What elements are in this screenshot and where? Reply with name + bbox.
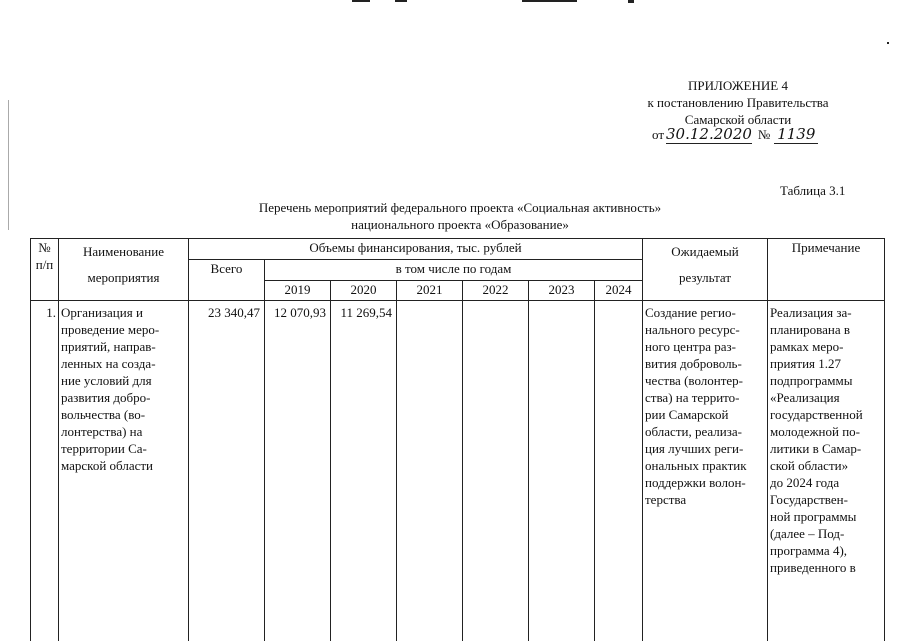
scan-artifact-top-2 [395,0,407,2]
row-2021 [397,301,463,641]
row-note: Реализация за- планирована в рамках меро- приятия 1.27 подпрограммы «Реализация государственной молодежной по- литики в Самар- ской области» до 2024 года Государствен- ной программы (далее – Под- программа 4), приведенного в [768,301,885,641]
col-header-year-2022: 2022 [463,281,529,301]
col-header-year-2023: 2023 [529,281,595,301]
scan-artifact-dot [887,42,889,44]
scan-artifact-top-4 [628,0,634,3]
scan-artifact-top-3 [522,0,577,2]
row-num: 1. [31,301,59,641]
number-prefix: № [757,127,771,142]
handwritten-number: 1139 [774,126,818,144]
events-table [30,238,885,641]
appendix-date-line [652,126,852,144]
scan-artifact-top-1 [352,0,370,2]
col-header-name: Наименование мероприятия [59,239,189,301]
document-title [180,199,740,233]
row-2024 [595,301,643,641]
date-prefix: от [652,127,665,142]
row-total: 23 340,47 [189,301,265,641]
col-header-year-2019: 2019 [265,281,331,301]
col-header-funding: Объемы финансирования, тыс. рублей [189,239,643,260]
col-header-total: Всего [189,260,265,301]
table-row [31,301,885,641]
scan-artifact-left-edge [8,100,9,230]
col-header-year-2024: 2024 [595,281,643,301]
col-header-note: Примечание [768,239,885,301]
handwritten-date: 30.12.2020 [666,125,752,143]
appendix-region-line: Самарской области [684,112,792,127]
row-result: Создание регио- нального ресурс- ного центра раз- вития доброволь- чества (волонтер- ства) на террито- рии Самарской области, реализа- ция лучших реги- ональных практик поддержки волон- терства [643,301,768,641]
col-header-result: Ожидаемый результат [643,239,768,301]
table-label: Таблица 3.1 [780,183,846,198]
appendix-resolution-line: к постановлению Правительства [647,95,829,110]
col-header-year-2021: 2021 [397,281,463,301]
title-line-1: Перечень мероприятий федерального проекта «Социальная активность» [258,200,662,215]
col-header-year-2020: 2020 [331,281,397,301]
col-header-num: № п/п [31,239,59,301]
title-line-2: национального проекта «Образование» [351,217,569,232]
row-2019: 12 070,93 [265,301,331,641]
col-header-by-years: в том числе по годам [265,260,643,281]
row-2023 [529,301,595,641]
row-name: Организация и проведение мерo- приятий, направ- ленных на созда- ние условий для развития добро- вольчества (во- лонтерства) на территории Са- марской области [59,301,189,641]
appendix-title: ПРИЛОЖЕНИЕ 4 [688,78,788,93]
row-2022 [463,301,529,641]
row-2020: 11 269,54 [331,301,397,641]
appendix-header [618,77,858,128]
